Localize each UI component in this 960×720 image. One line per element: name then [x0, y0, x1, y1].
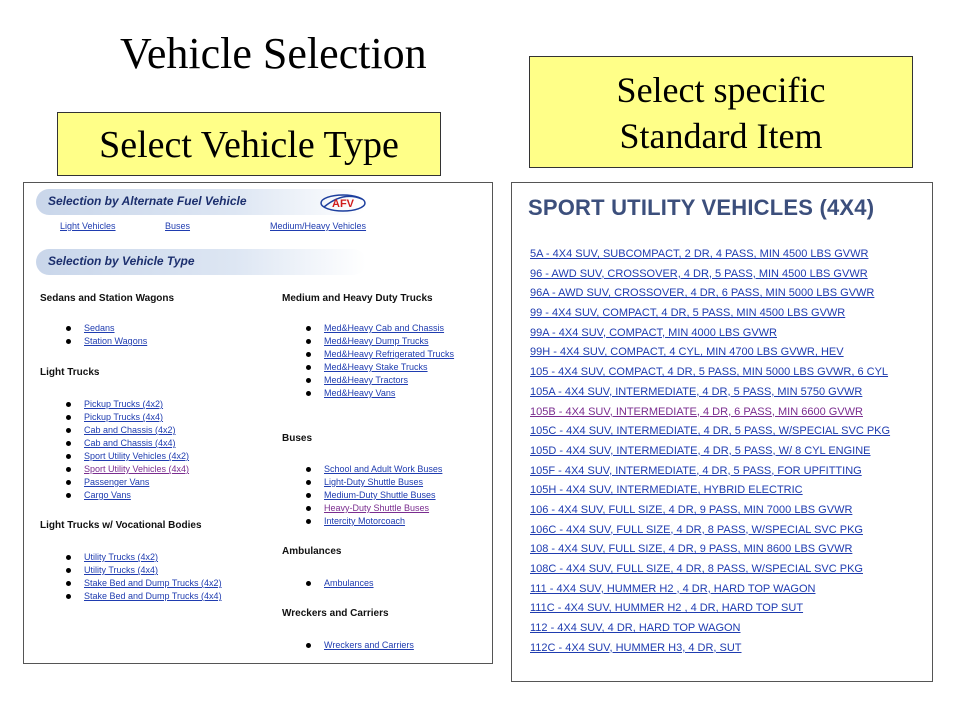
vehicle-type-link[interactable]: Med&Heavy Dump Trucks: [324, 336, 429, 346]
list-item: [302, 335, 492, 348]
vehicle-type-banner-text: Selection by Vehicle Type: [48, 254, 195, 268]
list-item: [62, 551, 222, 564]
standard-item-link[interactable]: 106C - 4X4 SUV, FULL SIZE, 4 DR, 8 PASS, W/SPECIAL SVC PKG: [530, 523, 863, 536]
standard-item-link[interactable]: 105 - 4X4 SUV, COMPACT, 4 DR, 5 PASS, MIN 5000 LBS GVWR, 6 CYL: [530, 366, 889, 379]
list-item: [530, 422, 890, 442]
afv-link-medium-heavy[interactable]: Medium/Heavy Vehicles: [270, 221, 367, 231]
list-item: [62, 335, 147, 348]
list-item: [302, 476, 442, 489]
category-list: [62, 322, 147, 348]
standard-item-screenshot: [511, 182, 933, 682]
list-item: [62, 322, 147, 335]
standard-item-link[interactable]: 96 - AWD SUV, CROSSOVER, 4 DR, 5 PASS, MIN 4500 LBS GVWR: [530, 267, 868, 280]
category-list: [62, 398, 189, 502]
category-list: [302, 639, 414, 652]
vehicle-type-link[interactable]: Utility Trucks (4x2): [84, 552, 159, 562]
vehicle-type-link[interactable]: Med&Heavy Vans: [324, 388, 396, 398]
afv-logo-text: AFV: [332, 198, 354, 210]
list-item: [530, 599, 890, 619]
list-item: [62, 411, 189, 424]
vehicle-type-link[interactable]: Intercity Motorcoach: [324, 516, 406, 526]
list-item: [530, 639, 890, 659]
vehicle-type-link[interactable]: Heavy-Duty Shuttle Buses: [324, 503, 430, 513]
category-list: [62, 551, 222, 603]
standard-item-link[interactable]: 5A - 4X4 SUV, SUBCOMPACT, 2 DR, 4 PASS, MIN 4500 LBS GVWR: [530, 248, 869, 260]
list-item: [530, 265, 890, 285]
list-item: [62, 590, 222, 603]
list-item: [302, 322, 492, 335]
category-heading: Medium and Heavy Duty Trucks: [282, 293, 433, 304]
list-item: [530, 442, 890, 462]
standard-item-link[interactable]: 105F - 4X4 SUV, INTERMEDIATE, 4 DR, 5 PASS, FOR UPFITTING: [530, 464, 862, 477]
standard-item-link[interactable]: 99H - 4X4 SUV, COMPACT, 4 CYL, MIN 4700 LBS GVWR, HEV: [530, 346, 844, 359]
vehicle-type-screenshot: [23, 182, 493, 664]
vehicle-type-link[interactable]: Cargo Vans: [84, 490, 131, 500]
list-item: [302, 489, 442, 502]
vehicle-type-link[interactable]: Med&Heavy Refrigerated Trucks: [324, 349, 455, 359]
category-heading: Ambulances: [282, 546, 342, 557]
standard-item-link[interactable]: 106 - 4X4 SUV, FULL SIZE, 4 DR, 9 PASS, MIN 7000 LBS GVWR: [530, 503, 853, 516]
standard-item-link[interactable]: 108 - 4X4 SUV, FULL SIZE, 4 DR, 9 PASS, MIN 8600 LBS GVWR: [530, 543, 853, 556]
list-item: [62, 463, 189, 476]
standard-item-link[interactable]: 112C - 4X4 SUV, HUMMER H3, 4 DR, SUT: [530, 641, 742, 654]
vehicle-type-link[interactable]: School and Adult Work Buses: [324, 464, 443, 474]
standard-item-link[interactable]: 105D - 4X4 SUV, INTERMEDIATE, 4 DR, 5 PASS, W/ 8 CYL ENGINE: [530, 444, 871, 457]
list-item: [530, 324, 890, 344]
list-item: [530, 403, 890, 423]
vehicle-type-link[interactable]: Pickup Trucks (4x2): [84, 399, 164, 409]
category-list: [302, 463, 442, 528]
vehicle-type-link[interactable]: Med&Heavy Tractors: [324, 375, 409, 385]
list-item: [530, 383, 890, 403]
vehicle-type-link[interactable]: Stake Bed and Dump Trucks (4x2): [84, 578, 222, 588]
slide-title: Vehicle Selection: [120, 29, 427, 78]
list-item: [302, 348, 464, 361]
vehicle-type-link[interactable]: Wreckers and Carriers: [324, 640, 414, 650]
vehicle-type-link[interactable]: Medium-Duty Shuttle Buses: [324, 490, 436, 500]
callout-right-line2: Standard Item: [619, 116, 823, 156]
list-item: [530, 560, 890, 580]
standard-item-link[interactable]: 105B - 4X4 SUV, INTERMEDIATE, 4 DR, 6 PASS, MIN 6600 GVWR: [530, 405, 863, 418]
standard-item-link[interactable]: 105A - 4X4 SUV, INTERMEDIATE, 4 DR, 5 PASS, MIN 5750 GVWR: [530, 385, 863, 398]
standard-item-list: [530, 245, 890, 658]
list-item: [530, 521, 890, 541]
standard-item-link[interactable]: 112 - 4X4 SUV, 4 DR, HARD TOP WAGON: [530, 622, 741, 635]
list-item: [62, 476, 189, 489]
list-item: [302, 374, 492, 387]
list-item: [530, 481, 890, 501]
vehicle-type-banner: [36, 249, 366, 275]
list-item: [302, 639, 414, 652]
list-item: [530, 363, 890, 383]
suv-section-title: SPORT UTILITY VEHICLES (4X4): [528, 195, 875, 220]
list-item: [62, 489, 189, 502]
standard-item-link[interactable]: 108C - 4X4 SUV, FULL SIZE, 4 DR, 8 PASS, W/SPECIAL SVC PKG: [530, 563, 863, 575]
list-item: [302, 502, 442, 515]
list-item: [62, 398, 189, 411]
afv-logo-icon: [318, 193, 368, 213]
list-item: [530, 619, 890, 639]
standard-item-link[interactable]: 111 - 4X4 SUV, HUMMER H2 , 4 DR, HARD TOP WAGON: [530, 582, 816, 595]
list-item: [302, 387, 492, 400]
category-list: [302, 322, 492, 400]
list-item: [530, 343, 890, 363]
vehicle-type-link[interactable]: Med&Heavy Stake Trucks: [324, 362, 428, 372]
standard-item-link[interactable]: 99A - 4X4 SUV, COMPACT, MIN 4000 LBS GVWR: [530, 326, 777, 339]
standard-item-link[interactable]: 105C - 4X4 SUV, INTERMEDIATE, 4 DR, 5 PASS, W/SPECIAL SVC PKG: [530, 425, 891, 438]
list-item: [530, 462, 890, 482]
standard-item-link[interactable]: 105H - 4X4 SUV, INTERMEDIATE, HYBRID ELECTRIC: [530, 484, 803, 497]
vehicle-type-link[interactable]: Cab and Chassis (4x4): [84, 438, 176, 448]
callout-left-text: Select Vehicle Type: [99, 124, 399, 166]
category-heading: Light Trucks: [40, 367, 100, 378]
vehicle-type-link[interactable]: Pickup Trucks (4x4): [84, 412, 164, 422]
category-heading: Wreckers and Carriers: [282, 608, 389, 619]
category-heading: Light Trucks w/ Vocational Bodies: [40, 520, 202, 531]
list-item: [62, 424, 189, 437]
list-item: [302, 577, 374, 590]
vehicle-type-link[interactable]: Stake Bed and Dump Trucks (4x4): [84, 591, 222, 601]
list-item: [530, 501, 890, 521]
vehicle-type-link[interactable]: Passenger Vans: [84, 477, 150, 487]
vehicle-type-link[interactable]: Sedans: [84, 323, 115, 333]
list-item: [530, 245, 890, 265]
standard-item-link[interactable]: 111C - 4X4 SUV, HUMMER H2 , 4 DR, HARD TOP SUT: [530, 602, 804, 615]
afv-banner-text: Selection by Alternate Fuel Vehicle: [48, 194, 247, 208]
list-item: [62, 564, 222, 577]
vehicle-type-link[interactable]: Sport Utility Vehicles (4x2): [84, 451, 190, 461]
standard-item-link[interactable]: 99 - 4X4 SUV, COMPACT, 4 DR, 5 PASS, MIN 4500 LBS GVWR: [530, 307, 846, 320]
vehicle-type-link[interactable]: Utility Trucks (4x4): [84, 565, 159, 575]
list-item: [530, 540, 890, 560]
callout-select-standard-item: [529, 56, 913, 168]
afv-link-light-vehicles[interactable]: Light Vehicles: [60, 221, 116, 231]
list-item: [530, 304, 890, 324]
list-item: [302, 361, 492, 374]
list-item: [530, 580, 890, 600]
list-item: [62, 437, 189, 450]
vehicle-type-link[interactable]: Sport Utility Vehicles (4x4): [84, 464, 190, 474]
vehicle-type-link[interactable]: Med&Heavy Cab and Chassis: [324, 323, 445, 333]
callout-select-vehicle-type: [57, 112, 441, 176]
category-heading: Sedans and Station Wagons: [40, 293, 175, 304]
list-item: [62, 577, 222, 590]
category-list: [302, 577, 374, 590]
list-item: [62, 450, 189, 463]
afv-section-banner: [36, 189, 366, 215]
category-heading: Buses: [282, 433, 313, 444]
afv-link-buses[interactable]: Buses: [165, 221, 191, 231]
callout-right-line1: Select specific: [616, 70, 826, 110]
vehicle-type-link[interactable]: Ambulances: [324, 578, 374, 588]
vehicle-type-link[interactable]: Light-Duty Shuttle Buses: [324, 477, 424, 487]
standard-item-link[interactable]: 96A - AWD SUV, CROSSOVER, 4 DR, 6 PASS, MIN 5000 LBS GVWR: [530, 287, 875, 300]
list-item: [302, 515, 442, 528]
vehicle-type-link[interactable]: Station Wagons: [84, 336, 148, 346]
vehicle-type-link[interactable]: Cab and Chassis (4x2): [84, 425, 176, 435]
list-item: [302, 463, 442, 476]
list-item: [530, 284, 890, 304]
